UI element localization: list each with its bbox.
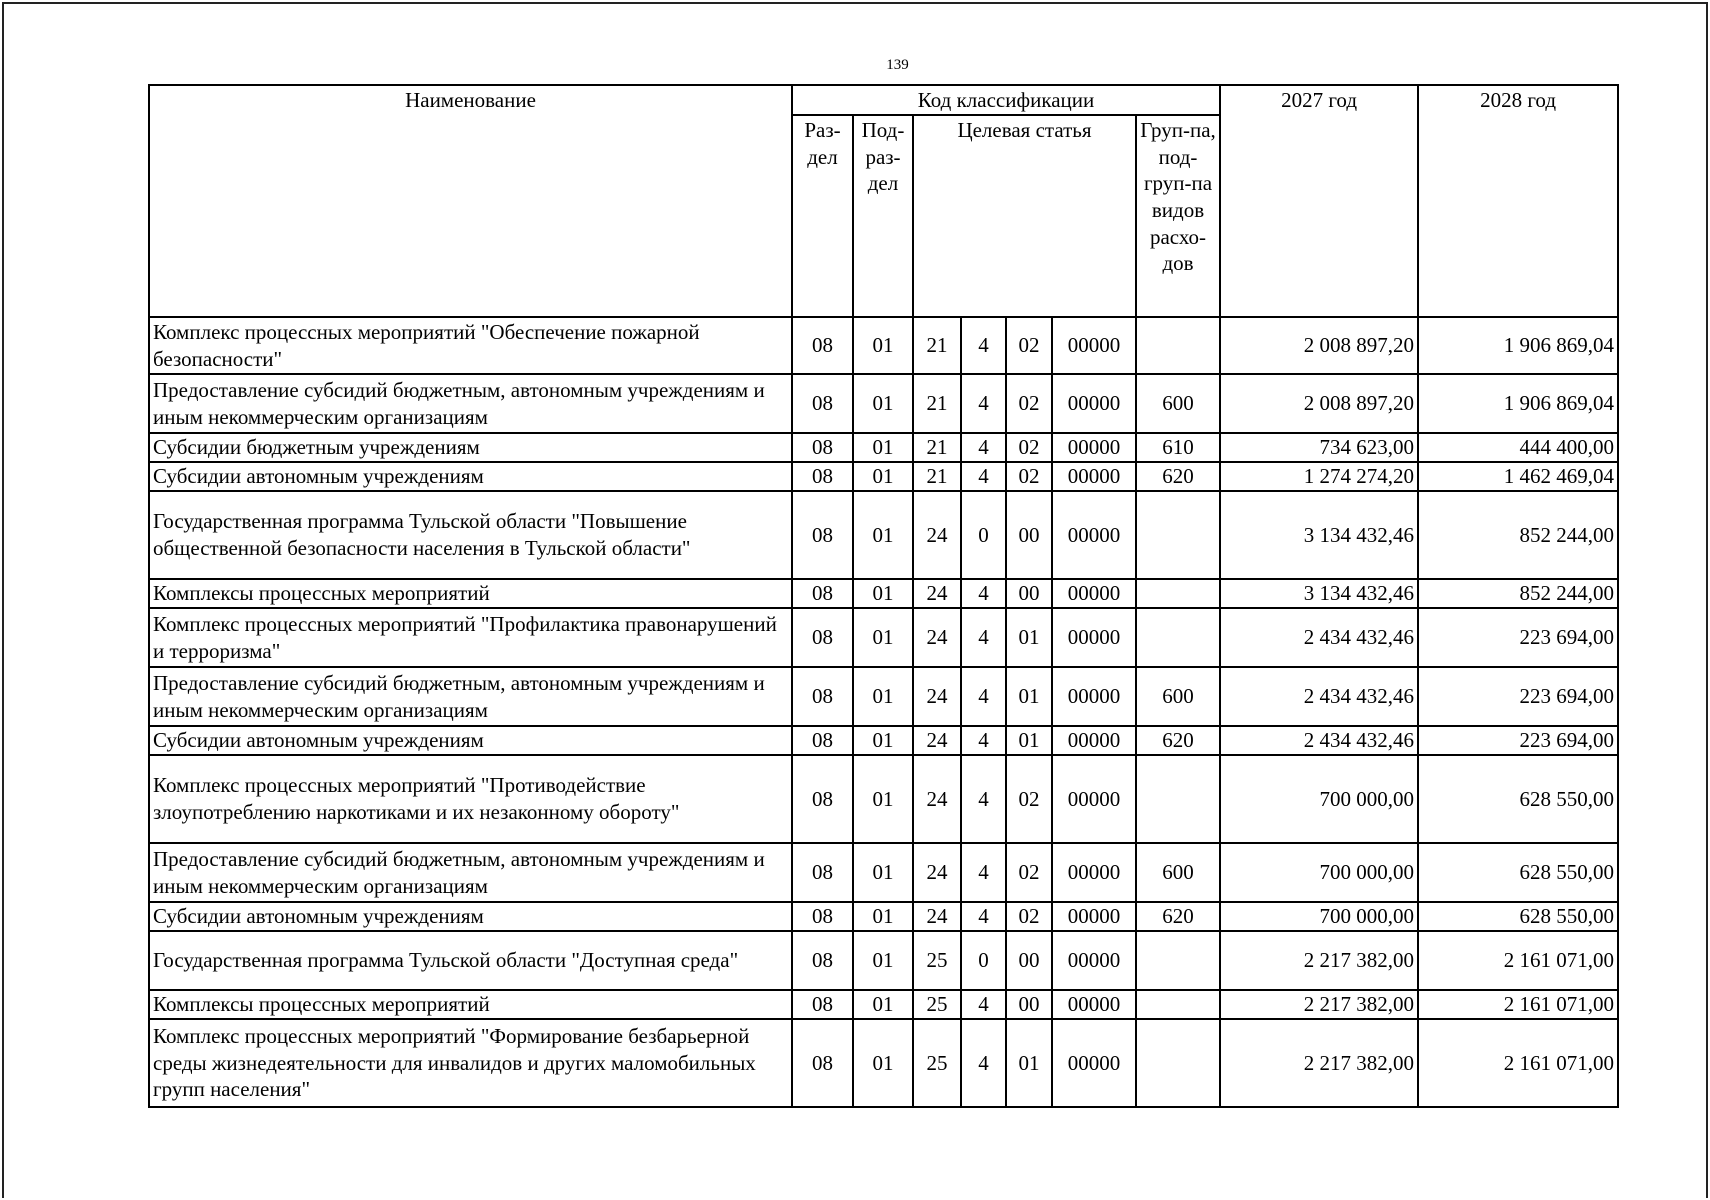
row-amount-2028: 2 161 071,00 [1418,990,1618,1019]
row-target-subprogram: 01 [1006,667,1052,726]
row-amount-2028: 223 694,00 [1418,608,1618,667]
table-row [149,843,1618,902]
row-target-subprogram: 02 [1006,902,1052,931]
row-podrazdel: 01 [853,755,913,843]
row-amount-2027: 2 008 897,20 [1220,317,1418,374]
table-row [149,1019,1618,1107]
row-razdel: 08 [792,843,853,902]
row-target-program: 24 [913,726,961,755]
row-target-program: 25 [913,990,961,1019]
table-row [149,726,1618,755]
row-expense-group [1136,931,1220,990]
row-target-type: 4 [961,726,1006,755]
table-row [149,491,1618,579]
row-podrazdel: 01 [853,667,913,726]
header-year-2027: 2027 год [1220,85,1418,317]
row-name: Предоставление субсидий бюджетным, автономным учреждениям и иным некоммерческим организациям [149,667,792,726]
table-row [149,608,1618,667]
row-podrazdel: 01 [853,579,913,608]
row-name: Субсидии автономным учреждениям [149,726,792,755]
row-name: Комплексы процессных мероприятий [149,990,792,1019]
row-target-subprogram: 00 [1006,990,1052,1019]
row-amount-2028: 1 462 469,04 [1418,462,1618,491]
row-expense-group: 610 [1136,433,1220,462]
row-target-type: 4 [961,433,1006,462]
row-target-type: 4 [961,990,1006,1019]
header-name: Наименование [149,85,792,317]
row-target-direction: 00000 [1052,755,1136,843]
row-target-subprogram: 00 [1006,491,1052,579]
row-target-direction: 00000 [1052,374,1136,433]
row-target-subprogram: 00 [1006,931,1052,990]
row-amount-2027: 700 000,00 [1220,755,1418,843]
row-podrazdel: 01 [853,462,913,491]
row-expense-group: 620 [1136,462,1220,491]
budget-table [148,84,1619,1108]
row-name: Государственная программа Тульской области "Повышение общественной безопасности населения в Тульской области" [149,491,792,579]
row-name: Субсидии бюджетным учреждениям [149,433,792,462]
row-podrazdel: 01 [853,491,913,579]
row-name: Комплекс процессных мероприятий "Формирование безбарьерной среды жизнедеятельности для инвалидов и других маломобильных групп населения" [149,1019,792,1107]
row-target-direction: 00000 [1052,990,1136,1019]
row-target-direction: 00000 [1052,931,1136,990]
row-amount-2027: 1 274 274,20 [1220,462,1418,491]
row-name: Комплексы процессных мероприятий [149,579,792,608]
table-row [149,374,1618,433]
row-podrazdel: 01 [853,902,913,931]
row-razdel: 08 [792,667,853,726]
row-amount-2028: 444 400,00 [1418,433,1618,462]
row-razdel: 08 [792,726,853,755]
table-row [149,931,1618,990]
header-classification: Код классификации [792,85,1220,115]
row-target-subprogram: 02 [1006,433,1052,462]
row-name: Предоставление субсидий бюджетным, автономным учреждениям и иным некоммерческим организациям [149,374,792,433]
row-target-direction: 00000 [1052,902,1136,931]
row-razdel: 08 [792,374,853,433]
row-expense-group [1136,1019,1220,1107]
table-row [149,755,1618,843]
row-amount-2027: 2 434 432,46 [1220,667,1418,726]
row-target-program: 24 [913,902,961,931]
row-target-program: 24 [913,843,961,902]
row-razdel: 08 [792,317,853,374]
row-target-subprogram: 01 [1006,608,1052,667]
row-razdel: 08 [792,902,853,931]
row-razdel: 08 [792,462,853,491]
row-expense-group [1136,579,1220,608]
row-target-type: 4 [961,1019,1006,1107]
row-expense-group [1136,317,1220,374]
row-target-direction: 00000 [1052,1019,1136,1107]
row-amount-2027: 2 434 432,46 [1220,608,1418,667]
row-amount-2027: 2 008 897,20 [1220,374,1418,433]
row-target-subprogram: 02 [1006,755,1052,843]
row-amount-2028: 628 550,00 [1418,843,1618,902]
row-target-direction: 00000 [1052,726,1136,755]
row-name: Комплекс процессных мероприятий "Профилактика правонарушений и терроризма" [149,608,792,667]
row-podrazdel: 01 [853,843,913,902]
row-target-type: 4 [961,317,1006,374]
table-row [149,317,1618,374]
row-target-program: 21 [913,374,961,433]
row-target-subprogram: 01 [1006,726,1052,755]
header-target: Целевая статья [913,115,1136,317]
row-amount-2028: 1 906 869,04 [1418,317,1618,374]
row-expense-group [1136,491,1220,579]
row-target-program: 24 [913,667,961,726]
row-amount-2028: 2 161 071,00 [1418,931,1618,990]
row-podrazdel: 01 [853,374,913,433]
table-row [149,990,1618,1019]
row-amount-2028: 223 694,00 [1418,726,1618,755]
row-amount-2028: 628 550,00 [1418,902,1618,931]
row-target-type: 4 [961,374,1006,433]
row-target-program: 21 [913,433,961,462]
row-target-program: 24 [913,608,961,667]
row-name: Предоставление субсидий бюджетным, автономным учреждениям и иным некоммерческим организациям [149,843,792,902]
row-podrazdel: 01 [853,931,913,990]
row-expense-group [1136,990,1220,1019]
row-podrazdel: 01 [853,1019,913,1107]
row-target-type: 0 [961,491,1006,579]
row-amount-2027: 2 217 382,00 [1220,1019,1418,1107]
row-podrazdel: 01 [853,608,913,667]
row-expense-group: 600 [1136,843,1220,902]
row-razdel: 08 [792,755,853,843]
row-name: Государственная программа Тульской области "Доступная среда" [149,931,792,990]
row-target-direction: 00000 [1052,579,1136,608]
row-expense-group: 600 [1136,667,1220,726]
header-podrazdel: Под-раз-дел [853,115,913,317]
row-target-direction: 00000 [1052,608,1136,667]
row-amount-2027: 2 217 382,00 [1220,990,1418,1019]
row-amount-2027: 700 000,00 [1220,902,1418,931]
table-row [149,433,1618,462]
row-target-program: 25 [913,931,961,990]
header-group: Груп-па, под-груп-па видов расхо-дов [1136,115,1220,317]
row-target-program: 25 [913,1019,961,1107]
row-target-type: 4 [961,608,1006,667]
row-target-subprogram: 02 [1006,317,1052,374]
header-year-2028: 2028 год [1418,85,1618,317]
row-expense-group [1136,608,1220,667]
row-name: Субсидии автономным учреждениям [149,902,792,931]
row-expense-group: 600 [1136,374,1220,433]
row-target-subprogram: 00 [1006,579,1052,608]
row-amount-2028: 223 694,00 [1418,667,1618,726]
row-target-type: 4 [961,667,1006,726]
row-podrazdel: 01 [853,433,913,462]
row-amount-2027: 3 134 432,46 [1220,579,1418,608]
row-target-subprogram: 01 [1006,1019,1052,1107]
row-amount-2028: 1 906 869,04 [1418,374,1618,433]
row-amount-2027: 734 623,00 [1220,433,1418,462]
row-target-direction: 00000 [1052,843,1136,902]
row-target-subprogram: 02 [1006,843,1052,902]
page-number: 139 [886,57,909,73]
row-amount-2028: 2 161 071,00 [1418,1019,1618,1107]
row-razdel: 08 [792,931,853,990]
row-target-program: 24 [913,755,961,843]
row-expense-group: 620 [1136,726,1220,755]
row-razdel: 08 [792,990,853,1019]
row-podrazdel: 01 [853,317,913,374]
row-name: Комплекс процессных мероприятий "Противодействие злоупотреблению наркотиками и их незаконному обороту" [149,755,792,843]
row-target-type: 4 [961,462,1006,491]
row-target-type: 4 [961,902,1006,931]
row-target-program: 21 [913,317,961,374]
row-target-subprogram: 02 [1006,462,1052,491]
row-target-direction: 00000 [1052,317,1136,374]
row-expense-group: 620 [1136,902,1220,931]
row-razdel: 08 [792,433,853,462]
row-podrazdel: 01 [853,990,913,1019]
row-target-program: 24 [913,491,961,579]
row-target-type: 4 [961,843,1006,902]
row-amount-2028: 628 550,00 [1418,755,1618,843]
row-amount-2027: 700 000,00 [1220,843,1418,902]
row-razdel: 08 [792,1019,853,1107]
row-razdel: 08 [792,608,853,667]
table-row [149,667,1618,726]
row-target-subprogram: 02 [1006,374,1052,433]
row-target-direction: 00000 [1052,433,1136,462]
row-target-type: 4 [961,755,1006,843]
table-row [149,579,1618,608]
row-target-direction: 00000 [1052,491,1136,579]
row-target-program: 24 [913,579,961,608]
row-amount-2028: 852 244,00 [1418,491,1618,579]
row-podrazdel: 01 [853,726,913,755]
row-name: Комплекс процессных мероприятий "Обеспечение пожарной безопасности" [149,317,792,374]
row-target-program: 21 [913,462,961,491]
row-amount-2027: 2 217 382,00 [1220,931,1418,990]
row-target-type: 0 [961,931,1006,990]
table-row [149,462,1618,491]
row-amount-2027: 3 134 432,46 [1220,491,1418,579]
row-target-type: 4 [961,579,1006,608]
row-amount-2028: 852 244,00 [1418,579,1618,608]
header-razdel: Раз-дел [792,115,853,317]
row-name: Субсидии автономным учреждениям [149,462,792,491]
table-row [149,902,1618,931]
row-amount-2027: 2 434 432,46 [1220,726,1418,755]
row-expense-group [1136,755,1220,843]
row-target-direction: 00000 [1052,462,1136,491]
row-target-direction: 00000 [1052,667,1136,726]
row-razdel: 08 [792,579,853,608]
row-razdel: 08 [792,491,853,579]
